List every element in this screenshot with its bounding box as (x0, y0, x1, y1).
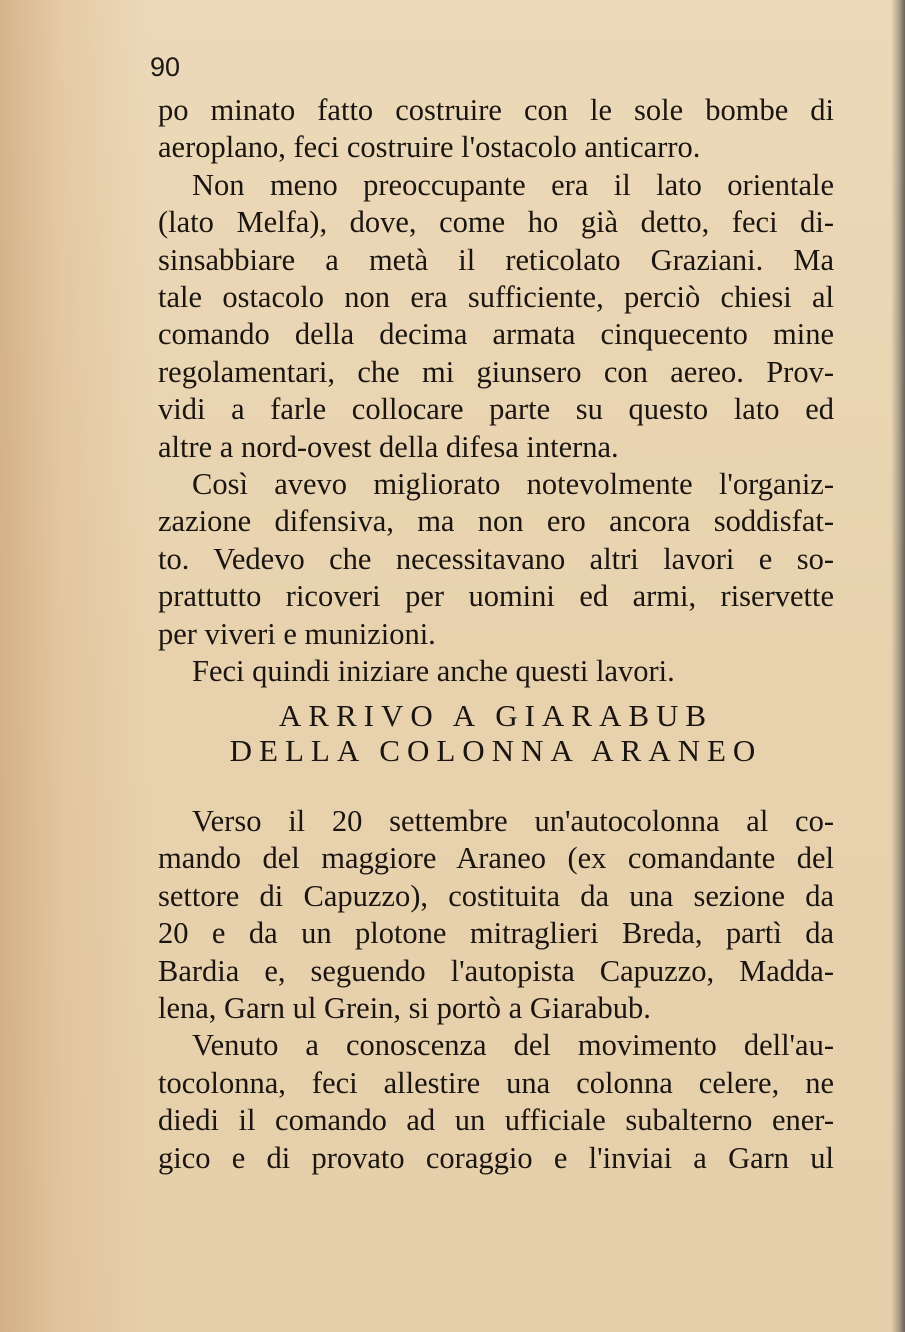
text-line: per viveri e munizioni. (158, 616, 436, 651)
text-line: sinsabbiare a metà il reticolato Graziani. Ma (158, 242, 834, 277)
text-line: settore di Capuzzo), costituita da una sezione da (158, 878, 834, 913)
text-block-top (158, 92, 834, 691)
text-line: gico e di provato coraggio e l'inviai a Garn ul (158, 1140, 834, 1175)
text-line: Così avevo migliorato notevolmente l'organiz- (192, 467, 834, 502)
text-line: Verso il 20 settembre un'autocolonna al co- (192, 804, 834, 838)
text-line: diedi il comando ad un ufficiale subalterno ener- (158, 1103, 834, 1138)
text-line: mando del maggiore Araneo (ex comandante del (158, 841, 834, 876)
page-number: 90 (150, 52, 181, 82)
text-line: (lato Melfa), dove, come ho già detto, feci di- (158, 205, 834, 240)
text-line: Non meno preoccupante era il lato orientale (192, 167, 834, 202)
text-block-bottom (158, 803, 834, 1177)
text-line: po minato fatto costruire con le sole bombe di (158, 93, 834, 127)
page-edge-shadow (891, 0, 905, 1332)
text-line: aeroplano, feci costruire l'ostacolo anticarro. (158, 130, 701, 165)
text-line: to. Vedevo che necessitavano altri lavori e so- (158, 541, 834, 576)
text-line: lena, Garn ul Grein, si portò a Giarabub. (158, 991, 651, 1026)
text-line: comando della decima armata cinquecento mine (158, 317, 834, 352)
text-line: vidi a farle collocare parte su questo lato ed (158, 392, 834, 427)
text-line: zazione difensiva, ma non ero ancora soddisfat- (158, 504, 834, 539)
text-line: Venuto a conoscenza del movimento dell'au- (192, 1028, 834, 1063)
text-line: tocolonna, feci allestire una colonna celere, ne (158, 1065, 834, 1100)
text-line: Bardia e, seguendo l'autopista Capuzzo, Madda- (158, 953, 834, 988)
text-line: Feci quindi iniziare anche questi lavori. (192, 654, 675, 689)
text-line: altre a nord-ovest della difesa interna. (158, 429, 619, 464)
text-line: 20 e da un plotone mitraglieri Breda, partì da (158, 916, 834, 951)
text-line: regolamentari, che mi giunsero con aereo. Prov- (158, 354, 834, 389)
section-heading-line-2: DELLA COLONNA ARANEO (229, 733, 763, 768)
text-line: tale ostacolo non era sufficiente, perciò chiesi al (158, 280, 834, 315)
section-heading-line-1: ARRIVO A GIARABUB (278, 698, 714, 733)
text-line: prattutto ricoveri per uomini ed armi, riservette (158, 579, 834, 614)
